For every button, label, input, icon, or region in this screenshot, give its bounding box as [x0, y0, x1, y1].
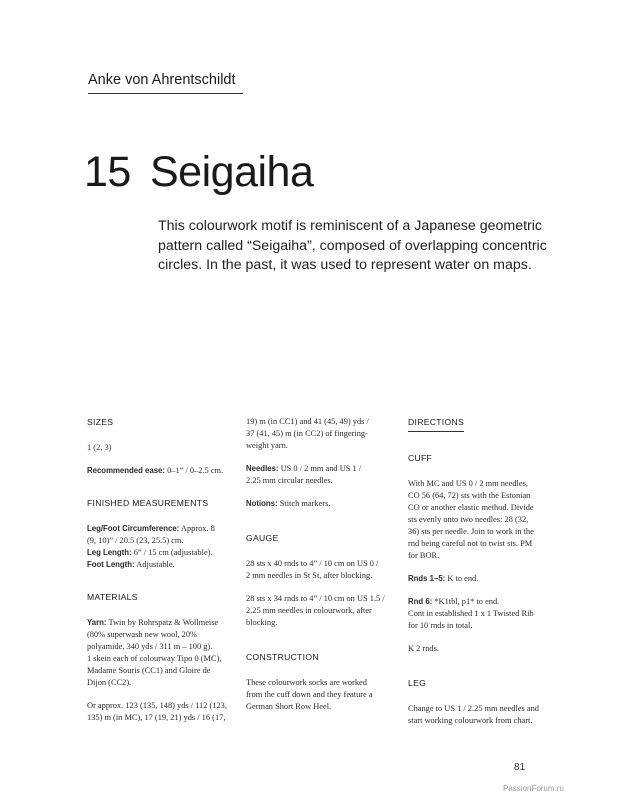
circumference-line: (9, 10)” / 20.5 (23, 25.5) cm. [87, 536, 184, 545]
continuation-line: 19) m (in CC1) and 41 (45, 49) yds / [246, 417, 369, 426]
gauge-line: 2 mm needles in St St, after blocking. [246, 571, 373, 580]
gauge-line: blocking. [246, 618, 278, 627]
yarn-line: polyamide, 340 yds / 311 m – 100 g). [87, 642, 213, 651]
yarn-line: 1 skein each of colourway Tipo 0 (MC), [87, 654, 222, 663]
gauge-colourwork [246, 593, 392, 629]
cuff-instructions [408, 478, 554, 562]
measurements-block [87, 523, 233, 571]
rnd6-line [408, 596, 554, 608]
gauge-line: 28 sts x 40 rnds to 4” / 10 cm on US 0 / [246, 559, 379, 568]
needles-label: Needles: [246, 464, 279, 473]
construction-line: These colourwork socks are worked [246, 678, 367, 687]
yarn-line [87, 617, 233, 629]
column-middle [246, 416, 392, 724]
leg-heading: LEG [408, 678, 427, 688]
cuff-line: CO 56 (64, 72) sts with the Estonian [408, 491, 531, 500]
notions-label: Notions: [246, 499, 278, 508]
leg-line: Change to US 1 / 2.25 mm needles and [408, 704, 539, 713]
watermark: PassionForum.ru [503, 784, 564, 793]
k2-rnds: K 2 rnds. [408, 644, 439, 653]
foot-length-label: Foot Length: [87, 560, 135, 569]
circumference-line [87, 523, 233, 535]
rnd6-value: *K1tbl, p1* to end. [432, 597, 500, 606]
sizes-value: 1 (2, 3) [87, 443, 112, 452]
cuff-line: CO or another elastic method. Divide [408, 503, 534, 512]
foot-length-line [87, 559, 233, 571]
leg-length-label: Leg Length: [87, 548, 132, 557]
ease-label: Recommended ease: [87, 466, 165, 475]
finished-measurements-heading: FINISHED MEASUREMENTS [87, 498, 209, 508]
column-left [87, 416, 233, 735]
construction-heading: CONSTRUCTION [246, 652, 319, 662]
directions-heading: DIRECTIONS [408, 416, 464, 432]
needles-value: US 0 / 2 mm and US 1 / [278, 464, 362, 473]
author-underline [88, 93, 243, 94]
rnds-label: Rnds 1–5: [408, 574, 446, 583]
gauge-stst [246, 558, 392, 582]
construction-text [246, 677, 392, 713]
intro-line: This colourwork motif is reminiscent of a Japanese geometric [158, 218, 543, 234]
circumference-value: Approx. 8 [179, 524, 215, 533]
pattern-number: 15 [84, 148, 131, 196]
rnds-value: K to end. [445, 574, 479, 583]
yarn-approx-block [87, 700, 233, 724]
approx-line: 135) m (in MC), 17 (19, 21) yds / 16 (17, [87, 713, 226, 722]
leg-line: start working colourwork from chart. [408, 716, 533, 725]
column-right [408, 416, 554, 738]
needles-line [246, 463, 392, 475]
cuff-line: 36) sts per needle. Join to work in the [408, 527, 534, 536]
notions-value: Stitch markers. [277, 499, 331, 508]
yarn-label: Yarn: [87, 618, 107, 627]
cuff-line: sts evenly onto two needles: 28 (32, [408, 515, 529, 524]
leg-length-value: 6” / 15 cm (adjustable). [131, 548, 213, 557]
yarn-block [87, 617, 233, 689]
rnd6-cont-line: Cont in established 1 x 1 Twisted Rib [408, 609, 534, 618]
continuation-line: weight yarn. [246, 441, 288, 450]
circumference-label: Leg/Foot Circumference: [87, 524, 180, 533]
leg-length-line [87, 547, 233, 559]
gauge-line: 28 sts x 34 rnds to 4” / 10 cm on US 1.5 / [246, 594, 385, 603]
intro-line: circles. In the past, it was used to represent water on maps. [158, 257, 532, 274]
needles-line: 2.25 mm circular needles. [246, 476, 333, 485]
gauge-line: 2.25 mm needles in colourwork, after [246, 606, 372, 615]
yarn-continuation [246, 416, 392, 452]
yarn-line: (80% superwash new wool, 20% [87, 630, 198, 639]
directions-heading-wrap [408, 416, 554, 432]
rnd6-label: Rnd 6: [408, 597, 433, 606]
construction-line: German Short Row Heel. [246, 702, 332, 711]
needles-block [246, 463, 392, 487]
pattern-title [84, 148, 313, 197]
rnds-1-5 [408, 573, 554, 585]
notions-block [246, 498, 392, 510]
intro-paragraph [158, 217, 568, 276]
yarn-value: Twin by Rohrspatz & Wollmeise [106, 618, 219, 627]
recommended-ease [87, 465, 233, 477]
author-name: Anke von Ahrentschildt [88, 72, 236, 88]
page-number: 81 [514, 762, 526, 773]
cuff-line: With MC and US 0 / 2 mm needles, [408, 479, 528, 488]
ease-value: 0–1” / 0–2.5 cm. [165, 466, 224, 475]
rnd-6 [408, 596, 554, 632]
cuff-line: for BOR. [408, 551, 440, 560]
sizes-heading: SIZES [87, 417, 114, 427]
continuation-line: 37 (41, 45) m (in CC2) of fingering- [246, 429, 368, 438]
construction-line: from the cuff down and they feature a [246, 690, 373, 699]
gauge-heading: GAUGE [246, 533, 279, 543]
yarn-line: Dijon (CC2). [87, 678, 132, 687]
materials-heading: MATERIALS [87, 592, 138, 602]
approx-line: Or approx. 123 (135, 148) yds / 112 (123, [87, 701, 227, 710]
foot-length-value: Adjustable. [134, 560, 175, 569]
pattern-name: Seigaiha [150, 148, 314, 196]
leg-instructions [408, 703, 554, 727]
yarn-line: Madame Souris (CC1) and Gloire de [87, 666, 211, 675]
cuff-line: rnd being careful not to twist sts. PM [408, 539, 533, 548]
rnd6-cont-line: for 10 rnds in total. [408, 621, 473, 630]
cuff-heading: CUFF [408, 453, 433, 463]
intro-line: pattern called “Seigaiha”, composed of overlapping concentric [158, 237, 547, 254]
